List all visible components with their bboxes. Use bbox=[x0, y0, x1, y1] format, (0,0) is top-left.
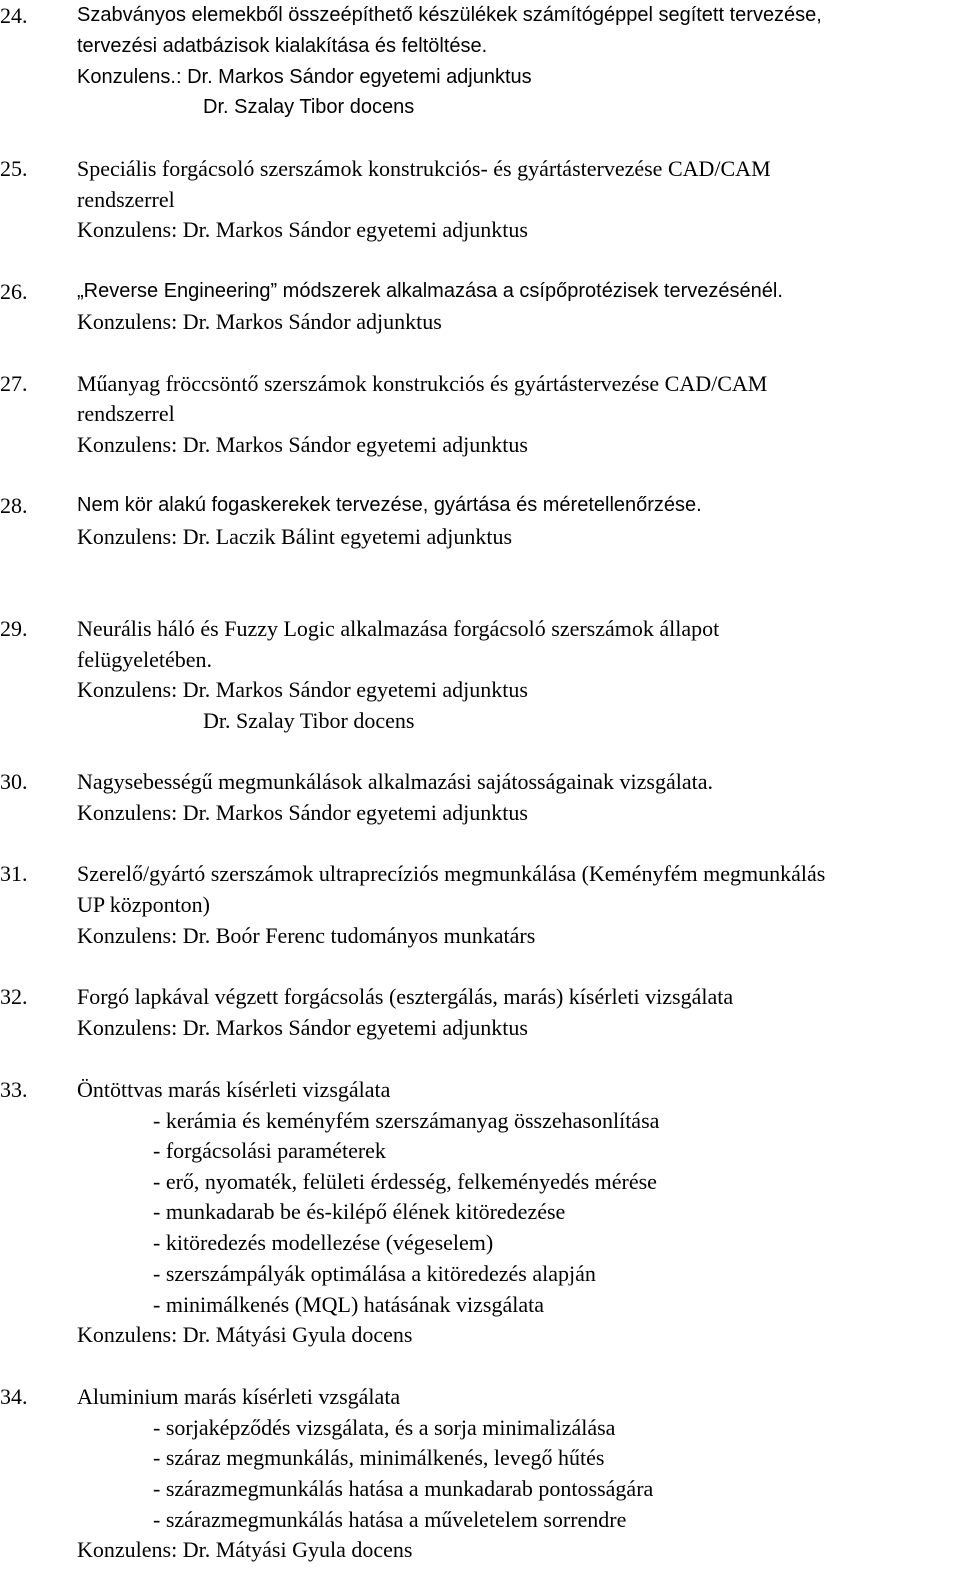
advisor-label: Konzulens: Dr. Mátyási Gyula docens bbox=[77, 1537, 413, 1562]
item-27-advisor bbox=[0, 429, 960, 460]
item-number: 24. bbox=[0, 3, 28, 28]
advisor-label: Konzulens: Dr. Markos Sándor adjunktus bbox=[77, 309, 442, 334]
bullet-text: - kerámia és keményfém szerszámanyag összehasonlítása bbox=[153, 1108, 660, 1133]
item-number: 31. bbox=[0, 861, 28, 886]
bullet-text: - erő, nyomaték, felületi érdesség, felkeményedés mérése bbox=[153, 1169, 657, 1194]
item-number: 25. bbox=[0, 156, 28, 181]
item-29-line-2 bbox=[0, 644, 960, 675]
item-title: „Reverse Engineering” módszerek alkalmazása a csípőprotézisek tervezésénél. bbox=[77, 280, 783, 302]
item-title: rendszerrel bbox=[77, 401, 175, 426]
bullet-text: - szerszámpályák optimálása a kitöredezés alapján bbox=[153, 1261, 596, 1286]
bullet-text: - sorjaképződés vizsgálata, és a sorja minimalizálása bbox=[153, 1415, 616, 1440]
bullet-text: - kitöredezés modellezése (végeselem) bbox=[153, 1230, 494, 1255]
item-29-extra-advisor bbox=[0, 705, 960, 736]
extra-advisor: Dr. Szalay Tibor docens bbox=[203, 96, 415, 118]
item-29-advisor bbox=[0, 674, 960, 705]
item-34-line-1 bbox=[0, 1381, 960, 1412]
item-title: Öntöttvas marás kísérleti vizsgálata bbox=[77, 1077, 391, 1102]
advisor-label: Konzulens: Dr. Mátyási Gyula docens bbox=[77, 1322, 413, 1347]
item-title: tervezési adatbázisok kialakítása és feltöltése. bbox=[77, 35, 488, 57]
item-33-bullet bbox=[0, 1105, 960, 1136]
bullet-text: - száraz megmunkálás, minimálkenés, levegő hűtés bbox=[153, 1445, 605, 1470]
extra-advisor: Dr. Szalay Tibor docens bbox=[203, 708, 415, 733]
bullet-text: - munkadarab be és-kilépő élének kitöredezése bbox=[153, 1199, 566, 1224]
item-33-bullet bbox=[0, 1166, 960, 1197]
advisor-label: Konzulens: Dr. Markos Sándor egyetemi adjunktus bbox=[77, 1015, 528, 1040]
item-25-line-1 bbox=[0, 153, 960, 184]
advisor-label: Konzulens: Dr. Markos Sándor egyetemi adjunktus bbox=[77, 800, 528, 825]
item-24-extra-advisor bbox=[0, 92, 960, 123]
item-number: 34. bbox=[0, 1384, 28, 1409]
item-24-line-2 bbox=[0, 31, 960, 62]
item-33-bullet bbox=[0, 1196, 960, 1227]
advisor-label: Konzulens: Dr. Laczik Bálint egyetemi adjunktus bbox=[77, 524, 513, 549]
item-title: felügyeletében. bbox=[77, 647, 212, 672]
item-33-bullet bbox=[0, 1258, 960, 1289]
item-27-line-1 bbox=[0, 368, 960, 399]
item-31-line-2 bbox=[0, 889, 960, 920]
bullet-text: - forgácsolási paraméterek bbox=[153, 1138, 386, 1163]
item-34-advisor bbox=[0, 1534, 960, 1565]
advisor-label: Konzulens.: Dr. Markos Sándor egyetemi adjunktus bbox=[77, 66, 532, 88]
bullet-text: - minimálkenés (MQL) hatásának vizsgálata bbox=[153, 1292, 544, 1317]
item-33-advisor bbox=[0, 1319, 960, 1350]
item-33-bullet bbox=[0, 1227, 960, 1258]
item-number: 30. bbox=[0, 769, 28, 794]
item-24-advisor bbox=[0, 62, 960, 93]
item-number: 33. bbox=[0, 1077, 28, 1102]
advisor-label: Konzulens: Dr. Boór Ferenc tudományos munkatárs bbox=[77, 923, 536, 948]
advisor-label: Konzulens: Dr. Markos Sándor egyetemi adjunktus bbox=[77, 217, 528, 242]
item-27-line-2 bbox=[0, 398, 960, 429]
item-title: Nagysebességű megmunkálások alkalmazási sajátosságainak vizsgálata. bbox=[77, 769, 713, 794]
item-34-bullet bbox=[0, 1473, 960, 1504]
item-title: Nem kör alakú fogaskerekek tervezése, gyártása és méretellenőrzése. bbox=[77, 494, 702, 516]
item-title: Műanyag fröccsöntő szerszámok konstrukciós és gyártástervezése CAD/CAM bbox=[77, 371, 768, 396]
item-25-line-2 bbox=[0, 184, 960, 215]
item-title: rendszerrel bbox=[77, 187, 175, 212]
item-29-line-1 bbox=[0, 613, 960, 644]
item-title: UP központon) bbox=[77, 892, 211, 917]
item-32-advisor bbox=[0, 1012, 960, 1043]
item-30-advisor bbox=[0, 797, 960, 828]
item-title: Neurális háló és Fuzzy Logic alkalmazása forgácsoló szerszámok állapot bbox=[77, 616, 720, 641]
item-33-bullet bbox=[0, 1135, 960, 1166]
item-28-advisor bbox=[0, 521, 960, 552]
item-31-line-1 bbox=[0, 858, 960, 889]
item-26-line-1 bbox=[0, 276, 960, 307]
item-title: Forgó lapkával végzett forgácsolás (esztergálás, marás) kísérleti vizsgálata bbox=[77, 984, 734, 1009]
item-title: Szabványos elemekből összeépíthető készülékek számítógéppel segített tervezése, bbox=[77, 4, 822, 26]
item-title: Szerelő/gyártó szerszámok ultraprecíziós megmunkálása (Keményfém megmunkálás bbox=[77, 861, 826, 886]
item-31-advisor bbox=[0, 920, 960, 951]
item-number: 29. bbox=[0, 616, 28, 641]
advisor-label: Konzulens: Dr. Markos Sándor egyetemi adjunktus bbox=[77, 677, 528, 702]
item-30-line-1 bbox=[0, 766, 960, 797]
item-title: Aluminium marás kísérleti vzsgálata bbox=[77, 1384, 401, 1409]
bullet-text: - szárazmegmunkálás hatása a munkadarab pontosságára bbox=[153, 1476, 654, 1501]
item-34-bullet bbox=[0, 1412, 960, 1443]
item-26-advisor bbox=[0, 306, 960, 337]
item-28-line-1 bbox=[0, 490, 960, 521]
item-title: Speciális forgácsoló szerszámok konstrukciós- és gyártástervezése CAD/CAM bbox=[77, 156, 771, 181]
item-25-advisor bbox=[0, 214, 960, 245]
bullet-text: - szárazmegmunkálás hatása a műveletelem sorrendre bbox=[153, 1507, 627, 1532]
item-33-bullet bbox=[0, 1289, 960, 1320]
item-number: 28. bbox=[0, 493, 28, 518]
item-33-line-1 bbox=[0, 1074, 960, 1105]
item-24-line-1 bbox=[0, 0, 960, 31]
item-number: 26. bbox=[0, 279, 28, 304]
item-32-line-1 bbox=[0, 981, 960, 1012]
item-number: 32. bbox=[0, 984, 28, 1009]
item-34-bullet bbox=[0, 1442, 960, 1473]
item-number: 27. bbox=[0, 371, 28, 396]
advisor-label: Konzulens: Dr. Markos Sándor egyetemi adjunktus bbox=[77, 432, 528, 457]
item-34-bullet bbox=[0, 1504, 960, 1535]
